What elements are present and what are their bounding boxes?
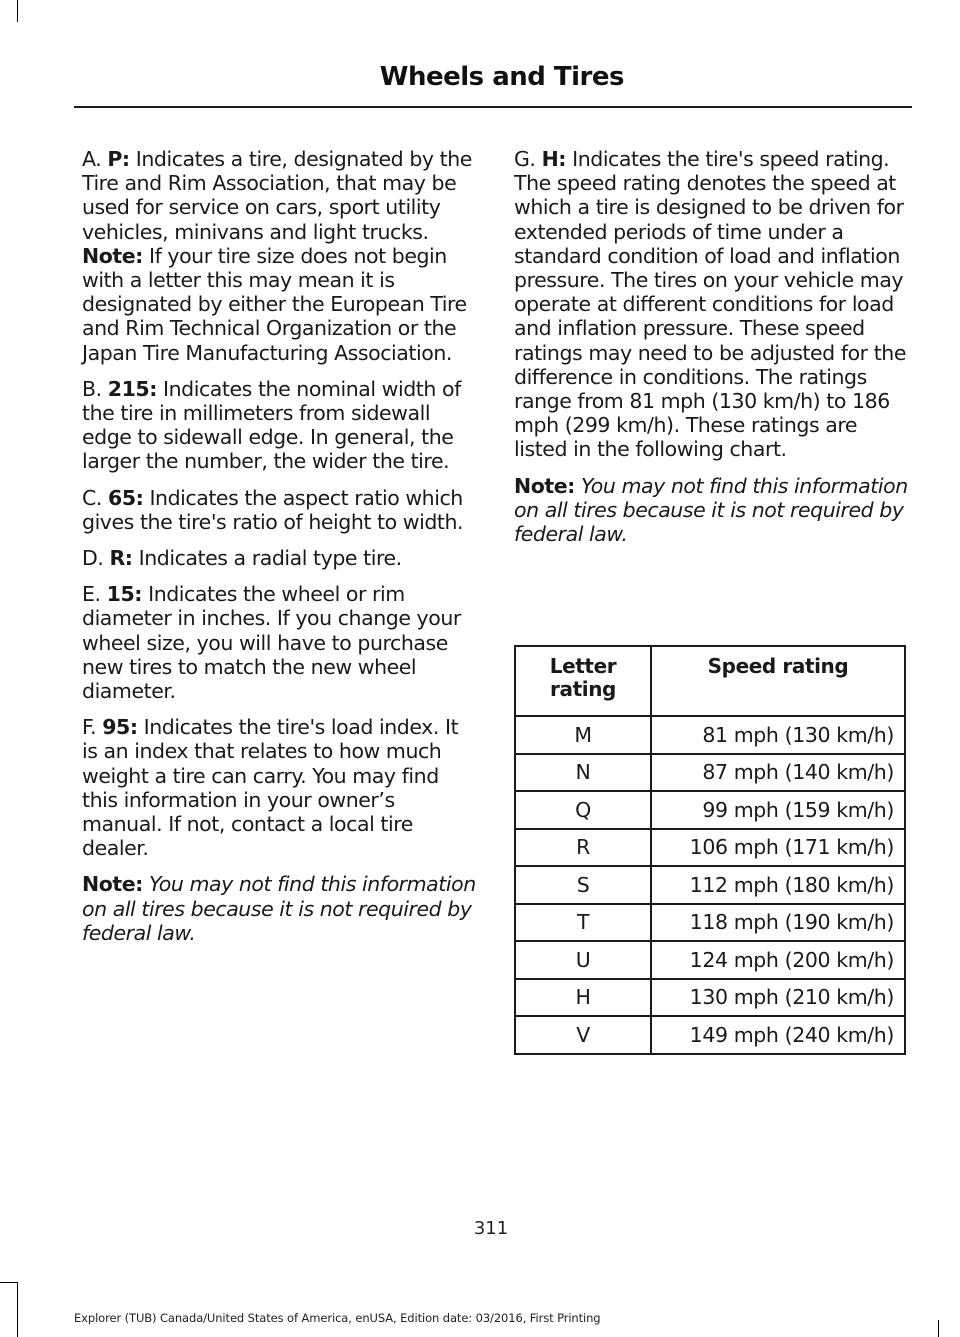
speed-cell: 87 mph (140 km/h) — [651, 754, 905, 792]
definition-paragraph — [82, 486, 477, 534]
letter-cell: R — [515, 829, 651, 867]
item-prefix: G. — [514, 147, 542, 171]
speed-cell: 130 mph (210 km/h) — [651, 979, 905, 1017]
table-row — [515, 866, 905, 904]
item-text: Indicates the tire's load index. It is an index that relates to how much weight a tire can carry. You may find this information in your owner’s manual. If not, contact a local tire dealer. — [82, 715, 459, 861]
definition-paragraph — [82, 546, 477, 570]
table-row — [515, 979, 905, 1017]
table-row — [515, 716, 905, 754]
definition-paragraph — [82, 147, 477, 365]
right-column — [514, 147, 909, 558]
item-term: 215: — [107, 376, 157, 401]
item-prefix: A. — [82, 147, 108, 171]
section-title: Wheels and Tires — [379, 62, 624, 92]
speed-cell: 99 mph (159 km/h) — [651, 791, 905, 829]
table-row — [515, 1016, 905, 1054]
item-text: Indicates the aspect ratio which gives the tire's ratio of height to width. — [82, 485, 464, 534]
letter-cell: N — [515, 754, 651, 792]
letter-cell: U — [515, 941, 651, 979]
item-term: H: — [541, 147, 567, 171]
letter-cell: H — [515, 979, 651, 1017]
note-text: You may not find this information on all tires because it is not required by federal law. — [82, 872, 476, 945]
item-prefix: B. — [82, 376, 108, 401]
table-row — [515, 791, 905, 829]
note-text: You may not find this information on all tires because it is not required by federal law. — [514, 473, 908, 547]
definition-paragraph — [82, 377, 477, 474]
table-row — [515, 941, 905, 979]
item-text: Indicates the wheel or rim diameter in inches. If you change your wheel size, you will have to purchase new tires to match the new wheel diameter. — [82, 582, 461, 704]
footer-edition-info: Explorer (TUB) Canada/United States of America, enUSA, Edition date: 03/2016, First Printing — [74, 1311, 601, 1325]
item-term: 65: — [108, 485, 144, 510]
table-row — [515, 754, 905, 792]
crop-mark-bottom-left-horizontal — [0, 1282, 17, 1283]
inline-note-text: If your tire size does not begin with a letter this may mean it is designated by either the European Tire and Rim Technical Organization or the Japan Tire Manufacturing Association. — [82, 243, 467, 365]
column-header-speed-rating: Speed rating — [651, 646, 905, 716]
note-paragraph — [514, 474, 909, 547]
definition-paragraph — [82, 715, 477, 860]
item-prefix: D. — [82, 546, 110, 571]
item-term: R: — [109, 546, 133, 571]
table-row — [515, 829, 905, 867]
speed-cell: 81 mph (130 km/h) — [651, 716, 905, 754]
letter-cell: S — [515, 866, 651, 904]
item-text: Indicates the nominal width of the tire in millimeters from sidewall edge to sidewall edge. In general, the larger the number, the wider the tire. — [82, 376, 461, 474]
item-term: P: — [107, 147, 130, 171]
item-term: 15: — [106, 582, 143, 607]
letter-cell: V — [515, 1016, 651, 1054]
item-term: 95: — [102, 715, 138, 740]
speed-cell: 149 mph (240 km/h) — [651, 1016, 905, 1054]
header-divider — [74, 106, 912, 108]
item-prefix: F. — [82, 715, 103, 740]
table-header-row — [515, 646, 905, 716]
item-text: Indicates the tire's speed rating. The speed rating denotes the speed at which a tire is designed to be driven for extended periods of time under a standard condition of load and inflation pressure. The tires on your vehicle may operate at different conditions for load and inflation pressure. These speed ratings may need to be adjusted for the difference in conditions. The ratings range from 81 mph (130 km/h) to 186 mph (299 km/h). These ratings are listed in the following chart. — [514, 147, 907, 462]
definition-paragraph — [514, 147, 909, 462]
crop-mark-bottom-right — [938, 1320, 939, 1337]
item-prefix: C. — [82, 485, 108, 510]
note-label: Note: — [514, 473, 575, 498]
item-text: Indicates a tire, designated by the Tire and Rim Association, that may be used for service on cars, sport utility vehicles, minivans and light trucks. — [82, 147, 472, 244]
note-paragraph — [82, 872, 477, 945]
crop-mark-bottom-left-vertical — [17, 1282, 18, 1337]
item-text: Indicates a radial type tire. — [132, 546, 402, 571]
column-header-letter-rating: Letter rating — [515, 646, 651, 716]
left-column — [82, 147, 477, 957]
letter-cell: M — [515, 716, 651, 754]
definition-paragraph — [82, 582, 477, 703]
item-prefix: E. — [82, 582, 107, 607]
speed-rating-table — [514, 645, 906, 1055]
letter-cell: T — [515, 904, 651, 942]
crop-mark-top-left — [17, 0, 18, 22]
speed-cell: 112 mph (180 km/h) — [651, 866, 905, 904]
speed-cell: 106 mph (171 km/h) — [651, 829, 905, 867]
letter-cell: Q — [515, 791, 651, 829]
inline-note-label: Note: — [82, 243, 143, 268]
speed-cell: 118 mph (190 km/h) — [651, 904, 905, 942]
page-number: 311 — [473, 1218, 509, 1239]
table-row — [515, 904, 905, 942]
note-label: Note: — [82, 872, 143, 897]
speed-cell: 124 mph (200 km/h) — [651, 941, 905, 979]
